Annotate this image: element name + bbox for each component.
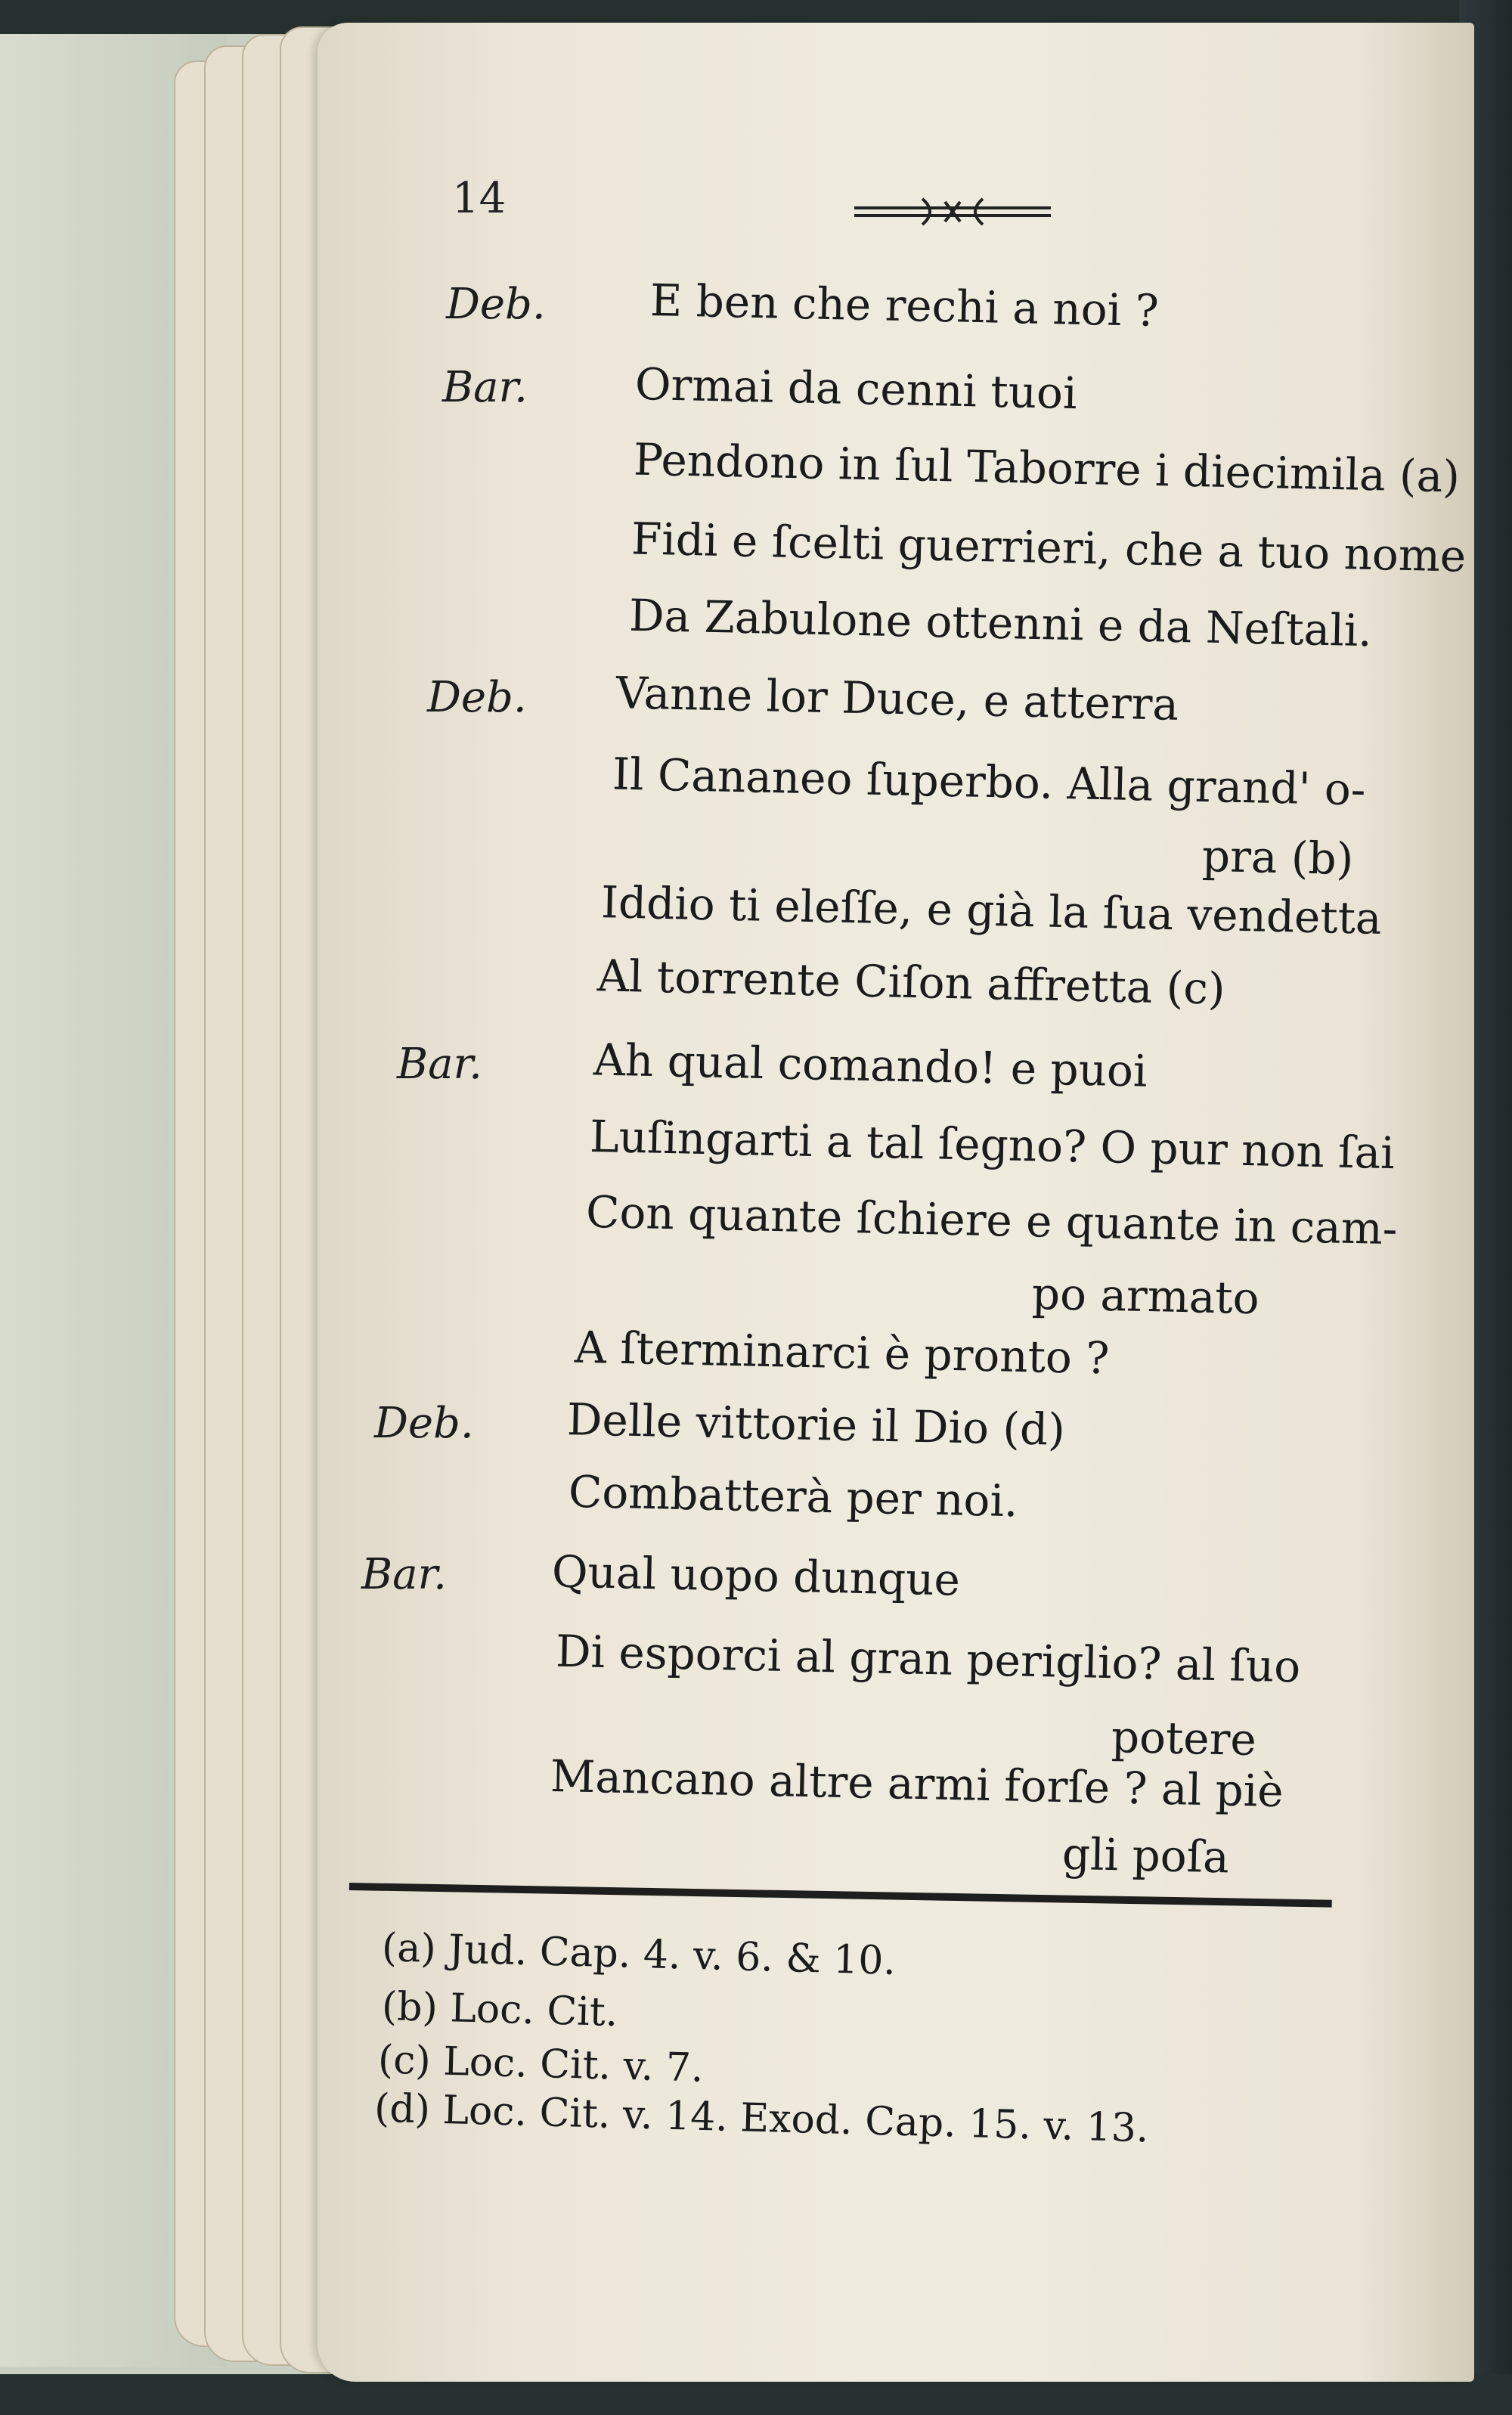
- decorative-rule-icon: [847, 193, 1058, 231]
- verse-line: Da Zabulone ottenni e da Neſtali.: [628, 589, 1373, 657]
- verse-line: E ben che rechi a noi ?: [649, 274, 1160, 337]
- verse-line: Al torrente Ciſon affretta (c): [596, 950, 1226, 1015]
- verse-line: pra (b): [1201, 829, 1354, 885]
- verse-line: Combatterà per noi.: [568, 1465, 1019, 1527]
- speaker-label: Deb.: [446, 280, 546, 329]
- verse-line: Pendono in ſul Taborre i diecimila (a): [633, 433, 1461, 503]
- footnote-line: (a) Jud. Cap. 4. v. 6. & 10.: [381, 1925, 897, 1984]
- page-number: 14: [452, 174, 507, 223]
- speaker-label: Bar.: [361, 1550, 447, 1599]
- verse-line: Ormai da cenni tuoi: [634, 358, 1078, 420]
- verse-line: Luſingarti a tal ſegno? O pur non ſai: [589, 1110, 1396, 1180]
- verse-line: Con quante ſchiere e quante in cam-: [585, 1186, 1399, 1255]
- verse-line: Mancano altre armi forſe ? al piè: [550, 1750, 1284, 1818]
- verse-line: potere: [1111, 1710, 1257, 1766]
- speaker-label: Bar.: [442, 363, 528, 412]
- footnote-line: (d) Loc. Cit. v. 14. Exod. Cap. 15. v. 13.: [373, 2085, 1150, 2152]
- verse-line: A ſterminarci è pronto ?: [574, 1321, 1111, 1384]
- verse-line: Fidi e ſcelti guerrieri, che a tuo nome: [631, 513, 1467, 582]
- verse-line: Ah qual comando! e puoi: [593, 1034, 1148, 1097]
- verse-line: Il Cananeo ſuperbo. Alla grand' o-: [612, 748, 1367, 816]
- verse-line: po armato: [1031, 1267, 1260, 1325]
- footnote-line: (c) Loc. Cit. v. 7.: [377, 2037, 705, 2091]
- verse-line: gli poſa: [1061, 1828, 1230, 1883]
- speaker-label: Bar.: [397, 1040, 482, 1089]
- verse-line: Delle vittorie il Dio (d): [566, 1394, 1066, 1456]
- footnote-line: (b) Loc. Cit.: [381, 1983, 618, 2036]
- verse-line: Qual uopo dunque: [551, 1545, 961, 1606]
- speaker-label: Deb.: [427, 673, 527, 722]
- verse-line: Di esporci al gran periglio? al ſuo: [555, 1625, 1301, 1693]
- speaker-label: Deb.: [374, 1399, 474, 1448]
- verse-line: Vanne lor Duce, e atterra: [615, 667, 1179, 730]
- verse-line: Iddio ti eleſſe, e già la ſua vendetta: [600, 876, 1383, 944]
